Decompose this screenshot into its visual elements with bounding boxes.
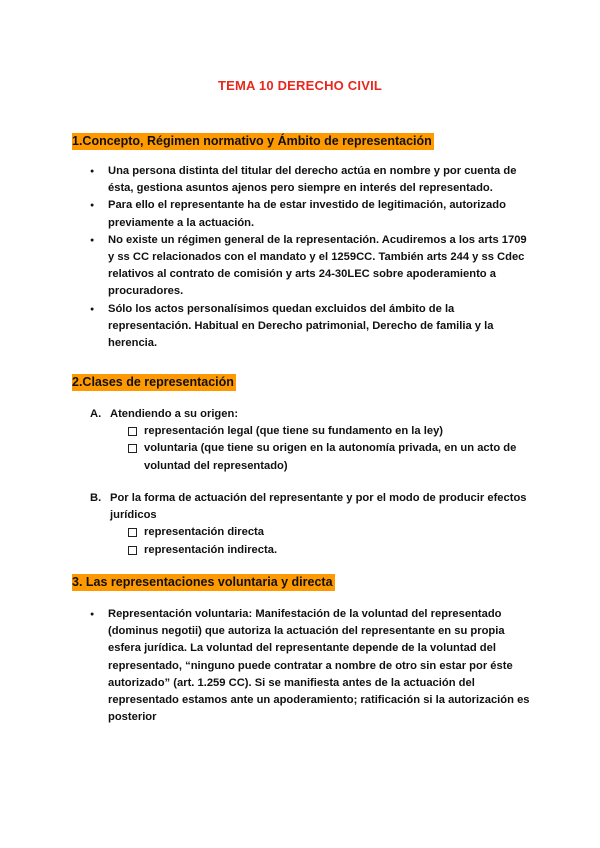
list-item: ● Para ello el representante ha de estar investido de legitimación, autorizado previamente a la actuación. xyxy=(90,197,530,231)
list-item: ● Sólo los actos personalísimos quedan excluidos del ámbito de la representación. Habitual en Derecho patrimonial, Derecho de familia y la herencia. xyxy=(90,301,530,353)
section-3-heading-text: 3. Las representaciones voluntaria y directa xyxy=(72,575,333,589)
group-b-label: Por la forma de actuación del representante y por el modo de producir efectos jurídicos xyxy=(110,492,527,522)
checkbox-label: representación indirecta. xyxy=(144,543,278,556)
page-title: TEMA 10 DERECHO CIVIL xyxy=(217,78,383,93)
section-2-group-b xyxy=(90,490,550,559)
checkbox-label: representación legal (que tiene su fundamento en la ley) xyxy=(144,425,444,438)
checkbox-item xyxy=(128,524,550,541)
checkbox-item xyxy=(128,440,550,474)
section-2-heading-text: 2.Clases de representación xyxy=(72,375,234,389)
checkbox-label: representación directa xyxy=(144,526,265,539)
section-2-heading xyxy=(72,375,236,389)
section-1-list xyxy=(90,163,530,352)
checkbox-icon xyxy=(128,444,137,453)
group-a-label: Atendiendo a su origen: xyxy=(110,408,239,420)
checkbox-icon xyxy=(128,528,137,537)
section-1-heading-text: 1.Concepto, Régimen normativo y Ámbito de representación xyxy=(72,134,432,148)
checkbox-label: voluntaria (que tiene su origen en la autonomía privada, en un acto de voluntad del representado) xyxy=(144,442,517,472)
group-a-letter: A. xyxy=(90,408,102,420)
list-item: ● No existe un régimen general de la representación. Acudiremos a los arts 1709 y ss CC relacionados con el mandato y el 1259CC. También arts 244 y ss Cdec relativos al contrato de comisión y arts 24-30LEC sobre apoderamiento a procuradores. xyxy=(90,232,530,301)
checkbox-icon xyxy=(128,546,137,555)
list-item: ● Una persona distinta del titular del derecho actúa en nombre y por cuenta de ésta, gestiona asuntos ajenos pero siempre en interés del representado. xyxy=(90,163,530,197)
checkbox-item xyxy=(128,542,550,559)
section-3-list xyxy=(90,606,530,726)
section-1-heading xyxy=(72,134,434,148)
checkbox-item xyxy=(128,423,550,440)
section-2-group-a xyxy=(90,406,550,475)
group-b-letter: B. xyxy=(90,492,102,504)
list-item: ● Representación voluntaria: Manifestación de la voluntad del representado (dominus negotii) que autoriza la actuación del representante en su propia esfera jurídica. La voluntad del representante depende de la voluntad del representado, “ninguno puede contratar a nombre de otro sin estar por éste autorizado” (art. 1.259 CC). Si se manifiesta antes de la actuación del representado estamos ante un apoderamiento; ratificación si la autorización es posterior xyxy=(90,606,530,726)
section-3-heading xyxy=(72,575,335,589)
checkbox-icon xyxy=(128,427,137,436)
